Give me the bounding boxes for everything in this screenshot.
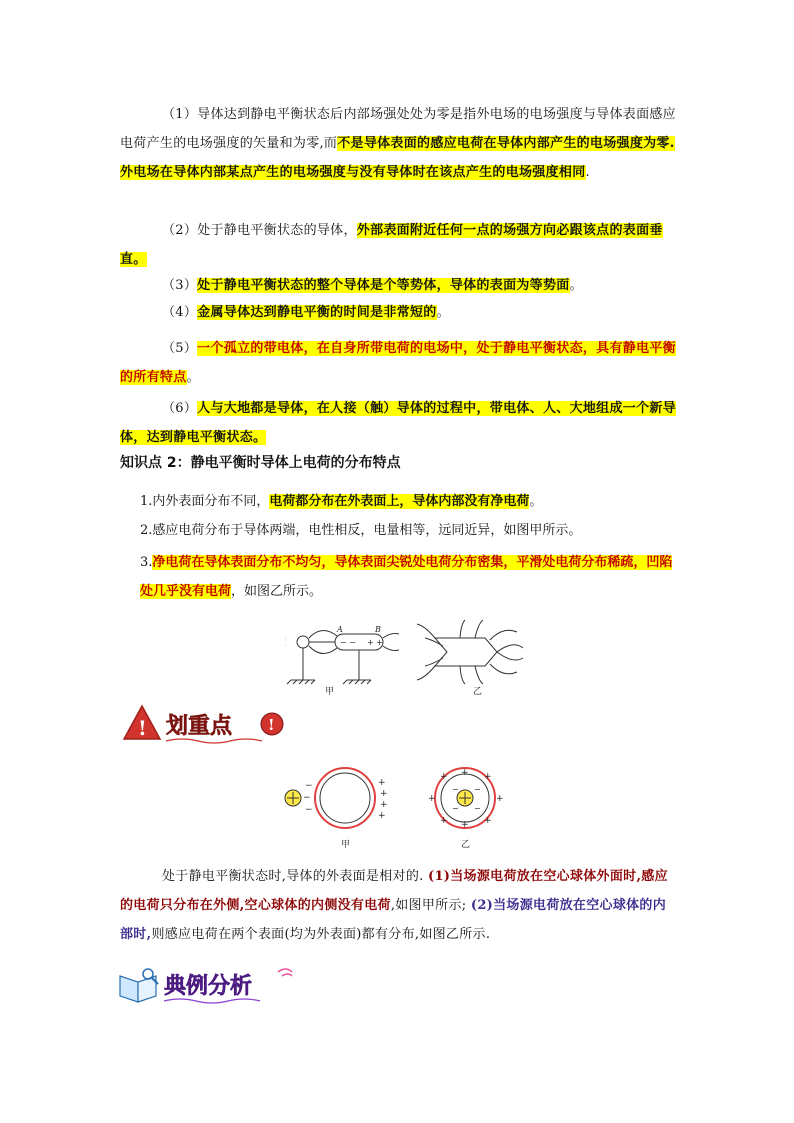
svg-text:+: + <box>440 816 448 826</box>
paragraph-1-end: . <box>585 165 590 180</box>
list-item-1 <box>140 487 676 516</box>
minus-signs: − − <box>340 638 356 647</box>
paragraph-3-num: （3） <box>162 278 198 293</box>
section-heading: 知识点 2：静电平衡时导体上电荷的分布特点 <box>120 455 401 471</box>
key-points-banner-svg <box>122 703 292 745</box>
charged-sphere <box>297 636 309 648</box>
svg-text:+: + <box>461 768 469 778</box>
svg-text:−: − <box>305 781 313 791</box>
paragraph-5-end: 。 <box>186 370 200 385</box>
example-analysis-title: 典例分析 <box>164 974 253 999</box>
svg-text:−: − <box>474 804 481 813</box>
summary-text-e: 则感应电荷在两个表面(均为外表面)都有分布,如图乙所示. <box>151 927 491 942</box>
list-item-3-end: ，如图乙所示。 <box>231 584 323 599</box>
example-analysis-banner-svg <box>118 962 308 1006</box>
paragraph-4-highlight: 金属导体达到静电平衡的时间是非常短的 <box>197 305 437 320</box>
paragraph-3-highlight: 处于静电平衡状态的整个导体是个等势体，导体的表面为等势面 <box>197 278 570 293</box>
paragraph-6 <box>120 394 676 452</box>
sphere-yi <box>428 768 504 850</box>
exclamation-icon-mark: ! <box>268 716 275 734</box>
caption-yi-2: 乙 <box>461 840 471 850</box>
example-analysis-banner <box>118 962 308 1010</box>
caption-jia: 甲 <box>325 687 335 697</box>
list-item-1-end: 。 <box>529 494 543 509</box>
paragraph-4 <box>120 298 676 327</box>
warning-icon-mark: ! <box>138 716 147 740</box>
svg-text:−: − <box>474 785 481 794</box>
caption-yi: 乙 <box>473 687 483 697</box>
summary-text-c: ,如图甲所示; <box>390 898 471 913</box>
paragraph-5-highlight: 一个孤立的带电体，在自身所带电荷的电场中，处于静电平衡状态，具有静电平衡的所有特点 <box>120 341 676 385</box>
svg-text:+: + <box>461 820 469 830</box>
list-item-3-highlight: 净电荷在导体表面分布不均匀，导体表面尖锐处电荷分布密集，平滑处电荷分布稀疏，凹陷处几乎没有电荷 <box>140 555 673 599</box>
banner-underline <box>166 739 262 743</box>
paragraph-6-highlight: 人与大地都是导体，在人接（触）导体的过程中，带电体、人、大地组成一个新导体，达到静电平衡状态。 <box>120 401 676 445</box>
svg-text:−: − <box>452 804 459 813</box>
svg-text:+: + <box>440 772 448 782</box>
figure-hollow-spheres-svg <box>275 765 525 855</box>
paragraph-5-num: （5） <box>162 341 198 356</box>
paragraph-1 <box>120 100 676 187</box>
figure-conductors-svg <box>285 618 525 698</box>
svg-text:+: + <box>484 816 492 826</box>
svg-text:−: − <box>305 805 313 815</box>
svg-text:+: + <box>484 772 492 782</box>
paragraph-3-end: 。 <box>569 278 583 293</box>
list-item-3-num: 3. <box>140 555 153 570</box>
svg-text:+: + <box>378 778 386 788</box>
plus-signs: + + <box>367 638 383 647</box>
paragraph-4-end: 。 <box>436 305 450 320</box>
svg-text:+: + <box>380 800 388 810</box>
paragraph-1-highlight: 不是导体表面的感应电荷在导体内部产生的电场强度为零.外电场在导体内部某点产生的电场强度与没有导体时在该点产生的电场强度相同 <box>120 136 675 180</box>
paragraph-6-num: （6） <box>162 401 198 416</box>
svg-text:−: − <box>303 793 311 803</box>
label-b: B <box>375 625 381 634</box>
list-item-3 <box>140 548 676 606</box>
figure-hollow-spheres <box>275 765 525 855</box>
summary-text-a: 处于静电平衡状态时,导体的外表面是相对的. <box>162 869 428 884</box>
paragraph-4-num: （4） <box>162 305 198 320</box>
key-points-title: 划重点 <box>166 714 233 739</box>
paragraph-2 <box>120 216 676 274</box>
summary-paragraph <box>120 862 676 949</box>
list-item-1-text: 1.内外表面分布不同， <box>140 494 270 509</box>
summary-case-2: (2)当场源电荷放在空心球体的内部时, <box>120 898 667 942</box>
paragraph-2-highlight: 外部表面附近任何一点的场强方向必跟该点的表面垂直。 <box>120 223 663 267</box>
list-item-1-highlight: 电荷都分布在外表面上，导体内部没有净电荷 <box>269 494 530 509</box>
paragraph-1-text: （1）导体达到静电平衡状态后内部场强处处为零是指外电场的电场强度与导体表面感应电荷产生的电场强度的矢量和为零,而 <box>120 107 676 151</box>
figure-conductors <box>285 618 525 698</box>
svg-text:+: + <box>378 811 386 821</box>
svg-text:+: + <box>428 794 436 804</box>
label-a: A <box>337 625 343 634</box>
summary-case-1: (1)当场源电荷放在空心球体外面时,感应的电荷只分布在外侧,空心球体的内侧没有电荷 <box>120 869 668 913</box>
svg-text:+: + <box>380 789 388 799</box>
paragraph-5 <box>120 334 676 392</box>
key-points-banner <box>122 703 292 749</box>
caption-jia-2: 甲 <box>341 840 351 850</box>
sphere-jia <box>285 768 388 850</box>
book-icon <box>120 969 158 1002</box>
pointed-conductor <box>417 620 523 684</box>
paragraph-2-text: （2）处于静电平衡状态的导体， <box>162 223 357 238</box>
svg-text:+: + <box>496 794 504 804</box>
paragraph-3 <box>120 271 676 300</box>
list-item-2: 2.感应电荷分布于导体两端，电性相反，电量相等，远同近异，如图甲所示。 <box>140 523 582 538</box>
svg-text:−: − <box>452 785 459 794</box>
